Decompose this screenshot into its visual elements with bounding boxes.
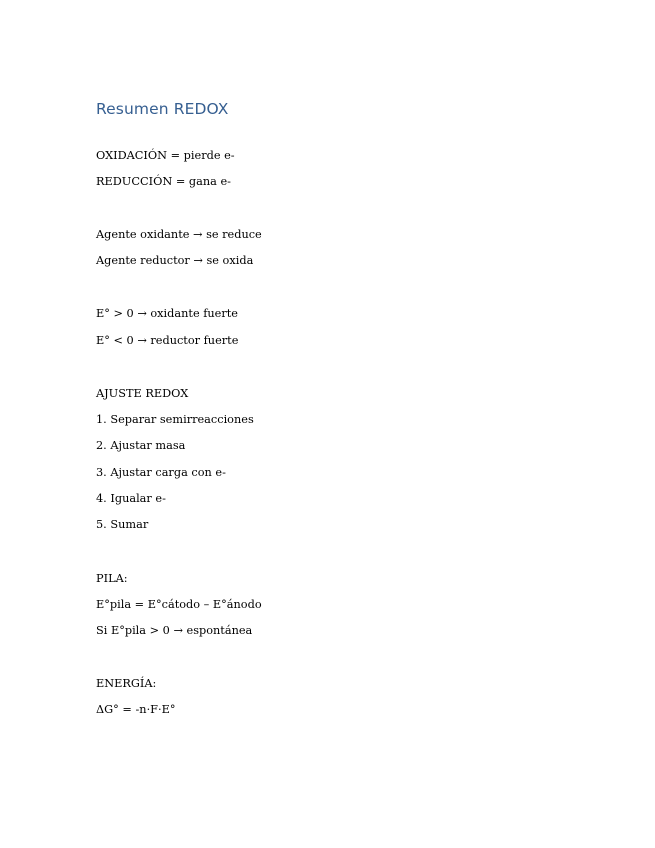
text-line: Agente reductor → se oxida: [96, 254, 254, 267]
formula-line: ΔG° = -n·F·E°: [96, 703, 176, 716]
section-heading: PILA:: [96, 572, 128, 585]
text-line: E° < 0 → reductor fuerte: [96, 334, 239, 347]
text-line: Agente oxidante → se reduce: [96, 228, 262, 241]
section-heading: ENERGÍA:: [96, 677, 157, 690]
formula-line: E°pila = E°cátodo – E°ánodo: [96, 598, 262, 611]
text-line: E° > 0 → oxidante fuerte: [96, 307, 238, 320]
list-item: 2. Ajustar masa: [96, 439, 186, 452]
list-item: 3. Ajustar carga con e-: [96, 466, 226, 479]
text-line: REDUCCIÓN = gana e-: [96, 175, 231, 188]
list-item: 5. Sumar: [96, 518, 149, 531]
text-line: OXIDACIÓN = pierde e-: [96, 149, 235, 162]
list-item: 1. Separar semirreacciones: [96, 413, 254, 426]
text-line: Si E°pila > 0 → espontánea: [96, 624, 253, 637]
section-heading: AJUSTE REDOX: [96, 387, 189, 400]
list-item: 4. Igualar e-: [96, 492, 166, 505]
document-title: Resumen REDOX: [96, 100, 229, 118]
